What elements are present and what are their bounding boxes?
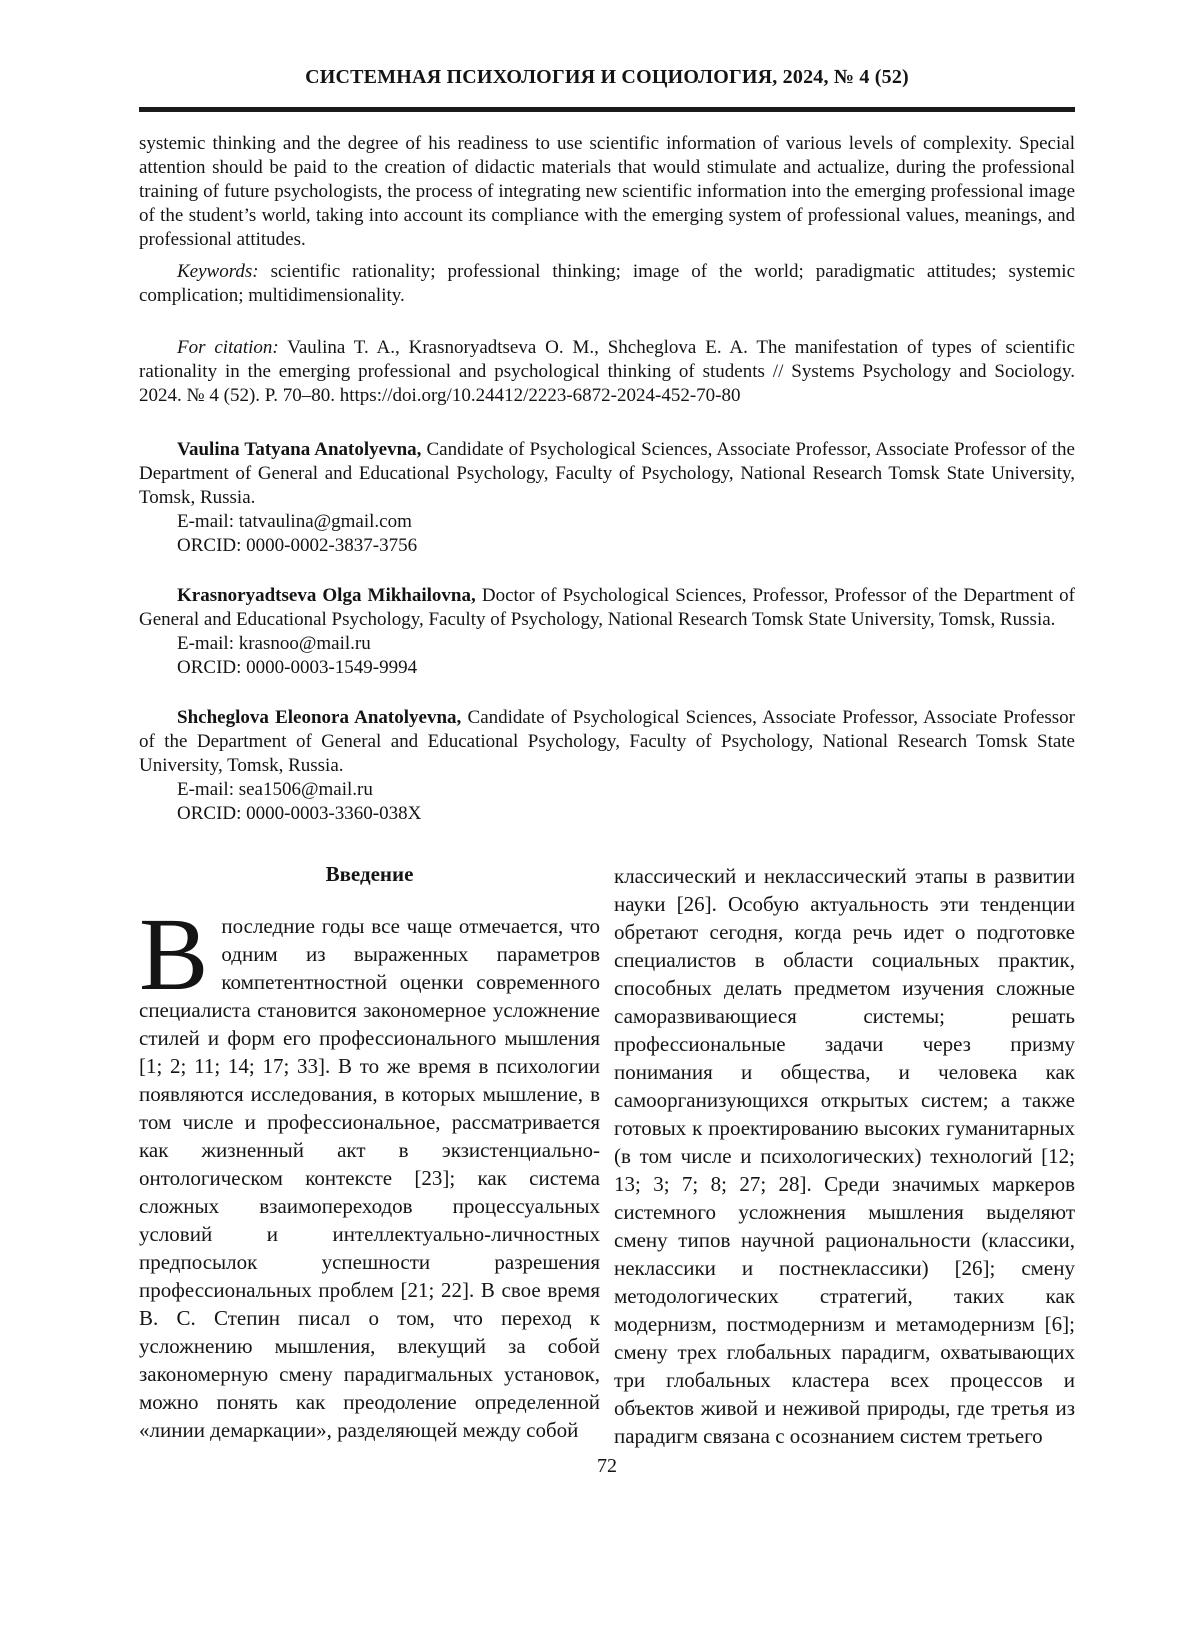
author-email: E-mail: sea1506@mail.ru: [177, 779, 373, 800]
section-heading-introduction: Введение: [325, 862, 414, 886]
author-name: Krasnoryadtseva Olga Mikhailovna,: [177, 585, 476, 606]
left-column-body-text: последние годы все чаще отмечается, что одним из выраженных параметров компетентностной оценки современного специалиста становится закономерное усложнение стилей и форм его профессионального мышления [1; 2; 11; 14; 17; 33]. В то же время в психологии появляются исследования, в которых мышление, в том числе и профессиональное, рассматривается как жизненный акт в экзистенциально-онтологическом контексте [23]; как система сложных взаимопереходов процессуальных условий и интеллектуально-личностных предпосылок успешности разрешения профессиональных проблем [21; 22]. В свое время В. С. Степин писал о том, что переход к усложнению мышления, влекущий за собой закономерную смену парадигмальных установок, можно понять как преодоление определенной «линии демаркации», разделяющей между собой: [139, 914, 600, 1442]
author-name: Vaulina Tatyana Anatolyevna,: [177, 439, 422, 460]
author-orcid: ORCID: 0000-0003-1549-9994: [177, 657, 418, 678]
header-divider-rule: [139, 107, 1075, 112]
keywords-label: Keywords:: [177, 261, 259, 282]
author-bio: [139, 438, 1075, 510]
introduction-two-column-section: [139, 862, 1075, 1450]
for-citation-label: For citation:: [177, 337, 279, 358]
right-column: [614, 862, 1075, 1450]
author-block-3: [139, 706, 1075, 826]
author-block-2: [139, 584, 1075, 680]
author-orcid: ORCID: 0000-0002-3837-3756: [177, 535, 418, 556]
keywords-paragraph: [139, 260, 1075, 308]
for-citation-paragraph: [139, 336, 1075, 408]
author-email: E-mail: tatvaulina@gmail.com: [177, 511, 412, 532]
for-citation-text: Vaulina T. A., Krasnoryadtseva O. M., Shcheglova E. A. The manifestation of types of scientific rationality in the emerging professional and psychological thinking of students // Systems Psychology and Sociology. 2024. № 4 (52). P. 70–80. https://doi.org/10.24412/2223-6872-2024-452-70-80: [139, 337, 1075, 406]
page-number: 72: [597, 1455, 617, 1477]
intro-first-paragraph: [139, 897, 600, 1444]
abstract-continuation-text: systemic thinking and the degree of his readiness to use scientific information of various levels of complexity. Special attention should be paid to the creation of didactic materials that would stimulate and actualize, during the professional training of future psychologists, the process of integrating new scientific information into the emerging professional image of the student’s world, taking into account its compliance with the emerging system of professional values, meanings, and professional attitudes.: [139, 133, 1075, 250]
author-name: Shcheglova Eleonora Anatolyevna,: [177, 707, 462, 728]
author-bio: [139, 706, 1075, 778]
author-email: E-mail: krasnoo@mail.ru: [177, 633, 371, 654]
author-bio: [139, 584, 1075, 632]
author-credentials: Doctor of Psychological Sciences, Professor, Professor of the Department of General and Educational Psychology, Faculty of Psychology, National Research Tomsk State University, Tomsk, Russia.: [139, 585, 1075, 630]
author-credentials: Candidate of Psychological Sciences, Associate Professor, Associate Professor of the Department of General and Educational Psychology, Faculty of Psychology, National Research Tomsk State University, Tomsk, Russia.: [139, 707, 1076, 776]
author-block-1: [139, 438, 1075, 558]
author-credentials: Candidate of Psychological Sciences, Associate Professor, Associate Professor of the Department of General and Educational Psychology, Faculty of Psychology, National Research Tomsk State University, Tomsk, Russia.: [139, 439, 1075, 508]
keywords-list: scientific rationality; professional thinking; image of the world; paradigmatic attitudes; systemic complication; multidimensionality.: [139, 261, 1076, 306]
author-orcid: ORCID: 0000-0003-3360-038X: [177, 803, 422, 824]
drop-cap-letter: В: [139, 897, 209, 1012]
right-column-body-text: классический и неклассический этапы в развитии науки [26]. Особую актуальность эти тенденции обретают сегодня, когда речь идет о подготовке специалистов в области социальных практик, способных делать предметом изучения сложные саморазвивающиеся системы; решать профессиональные задачи через призму понимания и общества, и человека как самоорганизующихся открытых систем; а также готовых к проектированию высоких гуманитарных (в том числе и психологических) технологий [12; 13; 3; 7; 8; 27; 28]. Среди значимых маркеров системного усложнения мышления выделяют смену типов научной рациональности (классики, неклассики и постнеклассики) [26]; смену методологических стратегий, таких как модернизм, постмодернизм и метамодернизм [6]; смену трех глобальных парадигм, охватывающих три глобальных кластера всех процессов и объектов живой и неживой природы, где третья из парадигм связана с осознанием систем третьего: [614, 864, 1075, 1448]
journal-running-head: СИСТЕМНАЯ ПСИХОЛОГИЯ И СОЦИОЛОГИЯ, 2024, № 4 (52): [305, 66, 909, 88]
left-column: [139, 862, 600, 1450]
